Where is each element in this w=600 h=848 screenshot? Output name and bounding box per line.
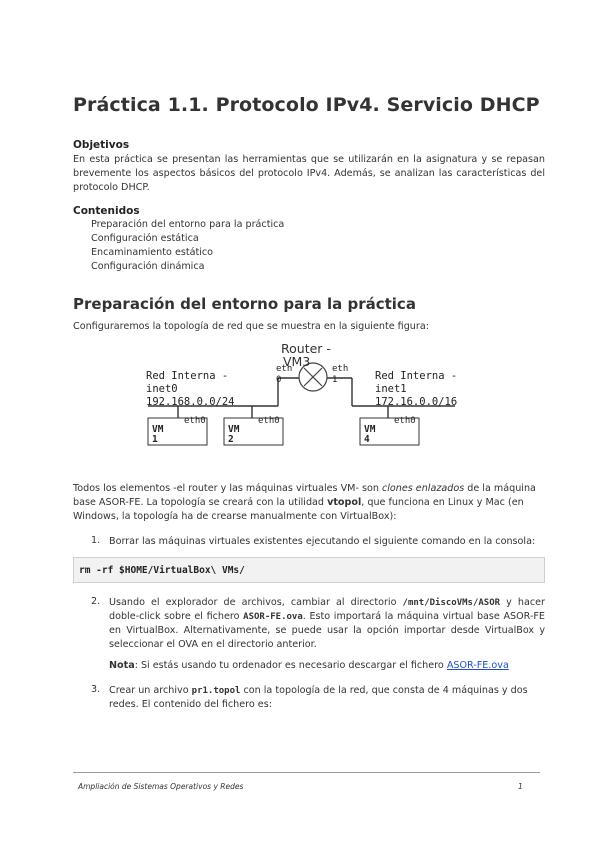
vm2-iface: eth0 [258,416,280,426]
step2-text-2: y hacer doble-click sobre el fichero [109,597,545,622]
objetivos-text: En esta práctica se presentan las herramientas que se utilizarán en la asignatura y se repasan brevemente los aspectos básicos del protocolo IPv4. Además, se analizan las características del protocolo DHCP. [73,154,545,193]
vm1-name: VM [152,424,164,435]
ova-download-link[interactable]: ASOR-FE.ova [446,660,509,671]
router-label: Router - [281,341,331,356]
objetivos-heading: Objetivos [73,139,130,151]
inet1-name: Red Interna - [375,370,458,382]
inet0-subnet: 192.168.0.0/24 [146,396,235,408]
vm4-name: VM [364,424,376,435]
step2-number: 2. [91,596,101,607]
inet1-subnet: 172.16.0.0/16 [375,396,458,408]
inet0-name: Red Interna - [146,370,229,382]
contenidos-heading: Contenidos [73,205,140,217]
topology-text-2: de la máquina base ASOR-FE. La topología se creará con la utilidad [73,483,536,508]
step3-text-1: Crear un archivo [109,685,192,696]
vtopol-inline-code: vtopol [327,497,362,508]
asor-directory-code: /mnt/DiscoVMs/ASOR [402,598,501,608]
vm1-num: 1 [152,434,158,445]
step1-number: 1. [91,535,101,546]
topology-paragraph [73,482,545,524]
inet1-id: inet1 [375,383,407,395]
topol-file-code: pr1.topol [191,686,241,696]
step2-text [109,596,545,652]
inet0-id: inet0 [146,383,178,395]
router-eth1-label: eth [332,364,349,374]
topology-emphasis: clones enlazados [381,483,465,494]
toc-item-dinamica[interactable]: Configuración dinámica [91,261,205,272]
vm2-num: 2 [228,434,234,445]
step3-text-2: con la topología de la red, que consta de 4 máquinas y dos redes. El contenido del fichero es: [109,685,528,710]
section-intro: Configuraremos la topología de red que se muestra en la siguiente figura: [73,321,429,332]
step2-text-3: . Esto importará la máquina virtual base ASOR-FE en VirtualBox. Alternativamente, se puede usar la opción importar desde VirtualBox y seleccionar el OVA en el directorio anterior. [109,611,545,650]
step1-text: Borrar las máquinas virtuales existentes ejecutando el siguiente comando en la consola: [109,536,536,547]
router-label-vm3: VM3 [283,354,311,369]
note-paragraph [109,659,509,673]
footer-divider [73,772,540,773]
ova-file-code: ASOR-FE.ova [243,612,303,622]
note-text: : Si estás usando tu ordenador es necesario descargar el fichero [134,660,447,671]
vm4-num: 4 [364,434,370,445]
step3-number: 3. [91,684,101,695]
vm4-iface: eth0 [394,416,416,426]
page-title: Práctica 1.1. Protocolo IPv4. Servicio DHCP [73,94,540,116]
step2-text-1: Usando el explorador de archivos, cambiar al directorio [109,597,403,608]
footer-course: Ampliación de Sistemas Operativos y Redes [78,782,244,791]
note-label: Nota [109,660,135,671]
toc-item-estatica[interactable]: Configuración estática [91,233,199,244]
router-eth0-num: 0 [276,375,282,385]
command-text[interactable]: rm -rf $HOME/VirtualBox\ VMs/ [79,565,245,576]
command-code-block[interactable] [73,557,545,583]
vm2-name: VM [228,424,240,435]
footer-page-number: 1 [518,782,523,791]
router-eth1-num: 1 [332,375,338,385]
vm1-iface: eth0 [184,416,206,426]
topology-text-3: , que funciona en Linux y Mac (en Windows, la topología ha de crearse manualmente con VirtualBox): [73,497,524,522]
toc-item-preparacion[interactable]: Preparación del entorno para la práctica [91,219,285,230]
router-eth0-label: eth [276,364,293,374]
toc-item-encaminamiento[interactable]: Encaminamiento estático [91,247,214,258]
step3-text [109,684,545,712]
topology-text-1: Todos los elementos -el router y las máquinas virtuales VM- son [73,483,382,494]
section-heading: Preparación del entorno para la práctica [73,295,416,313]
